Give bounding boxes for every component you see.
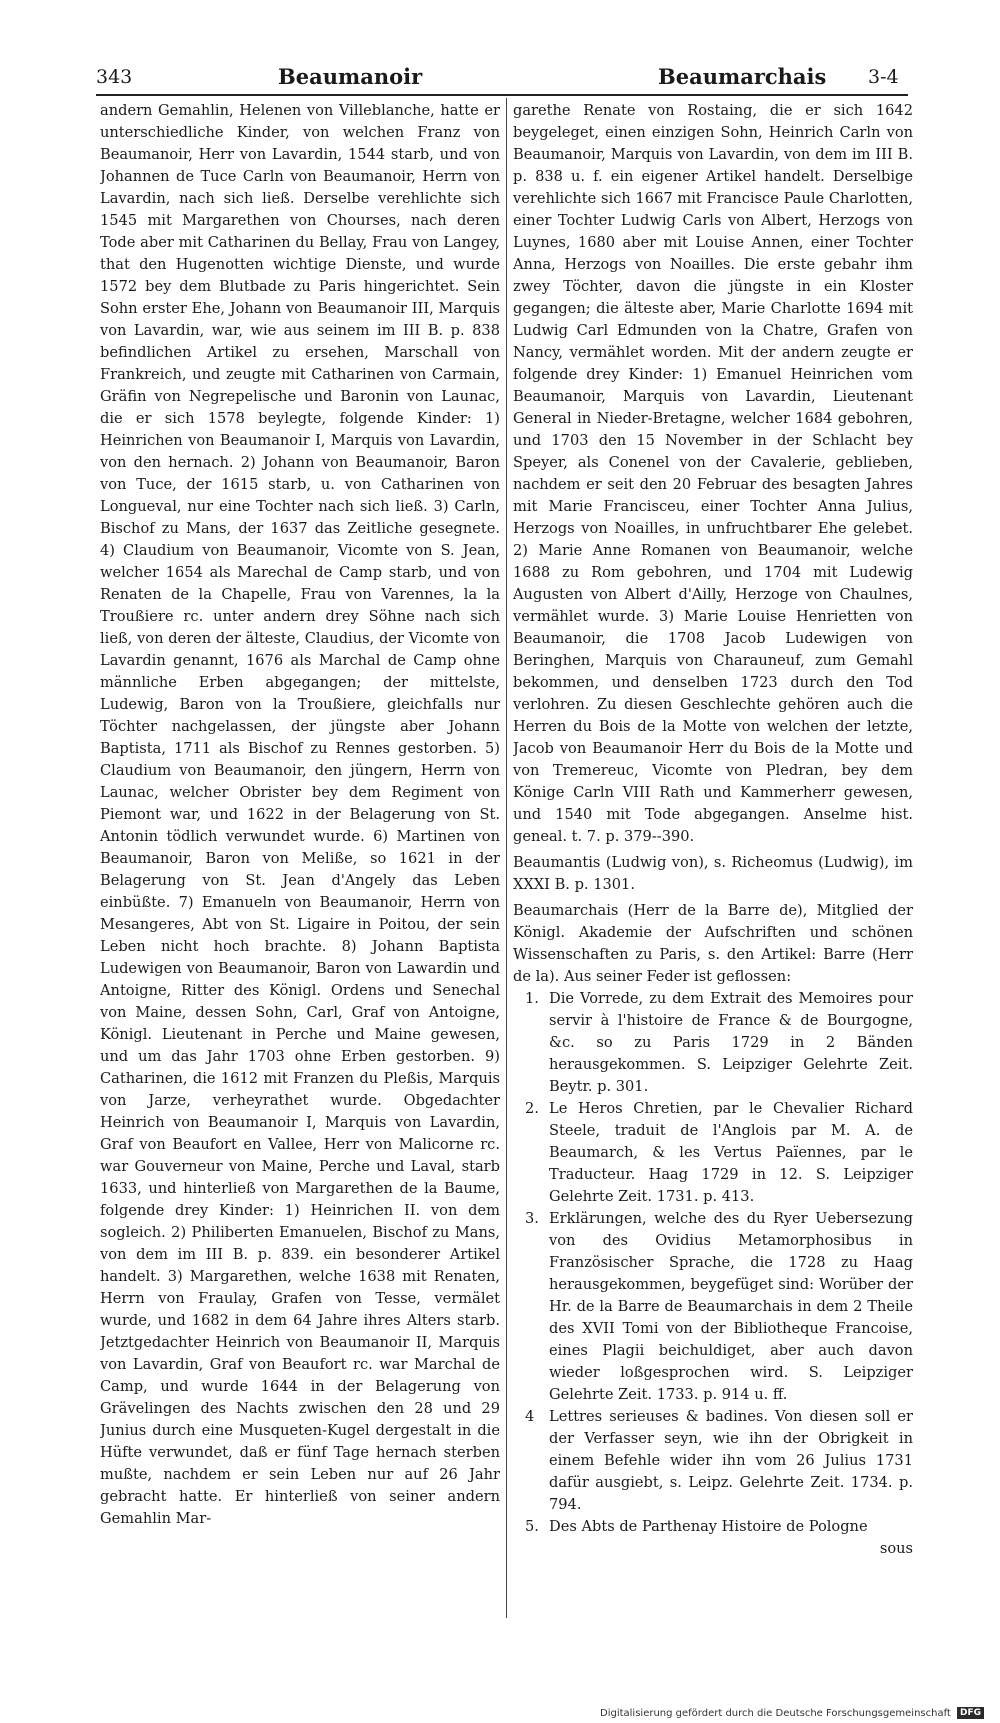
left-column-text: andern Gemahlin, Helenen von Villeblanche, hatte er unterschiedliche Kinder, von welchen Franz von Beaumanoir, Herr von Lavardin, 1544 starb, und von Johannen de Tuce Carln von Beaumanoir, Herrn von Lavardin, nach sich ließ. Derselbe verehlichte sich 1545 mit Margarethen von Chourses, nach deren Tode aber mit Catharinen du Bellay, Frau von Langey, that den Hugenotten wichtige Dienste, und wurde 1572 bey dem Blutbade zu Paris hingerichtet. Sein Sohn erster Ehe, Johann von Beaumanoir III, Marquis von Lavardin, war, wie aus seinem im III B. p. 838 befindlichen Artikel zu ersehen, Marschall von Frankreich, und zeugte mit Catharinen von Carmain, Gräfin von Negrepelische und Baronin von Launac, die er sich 1578 beylegte, folgende Kinder: 1) Heinrichen von Beaumanoir I, Marquis von Lavardin, von den hernach. 2) Johann von Beaumanoir, Baron von Tuce, der 1615 starb, u. von Catharinen von Longueval, nur eine Tochter nach sich ließ. 3) Carln, Bischof zu Mans, der 1637 das Zeitliche gesegnete. 4) Claudium von Beaumanoir, Vicomte von S. Jean, welcher 1654 als Marechal de Camp starb, und von Renaten de la Chapelle, Frau von Varennes, la la Troußiere rc. unter andern drey Söhne nach sich ließ, von deren der älteste, Claudius, der Vicomte von Lavardin genannt, 1676 als Marchal de Camp ohne männliche Erben abgegangen; der mittelste, Ludewig, Baron von la Troußiere, gleichfalls nur Töchter nachgelassen, der jüngste aber Johann Baptista, 1711 als Bischof zu Rennes gestorben. 5) Claudium von Beaumanoir, den jüngern, Herrn von Launac, welcher Obrister bey dem Regiment von Piemont war, und 1622 in der Belagerung von St. Antonin tödlich verwundet wurde. 6) Martinen von Beaumanoir, Baron von Meliße, so 1621 in der Belagerung von St. Jean d'Angely das Leben einbüßte. 7) Emanueln von Beaumanoir, Herrn von Mesangeres, Abt von St. Ligaire in Poitou, der sein Leben nicht hoch brachte. 8) Johann Baptista Ludewigen von Beaumanoir, Baron von Lawardin und Antoigne, Ritter des Königl. Ordens und Senechal von Maine, dessen Sohn, Carl, Graf von Antoigne, Königl. Lieutenant in Perche und Maine gewesen, und um das Jahr 1703 ohne Erben gestorben. 9) Catharinen, die 1612 mit Franzen du Pleßis, Marquis von Jarze, verheyrathet wurde. Obgedachter Heinrich von Beaumanoir I, Marquis von Lavardin, Graf von Beaufort en Vallee, Herr von Malicorne rc. war Gouverneur von Maine, Perche und Laval, starb 1633, und hinterließ von Margarethen de la Baume, folgende drey Kinder: 1) Heinrichen II. von dem sogleich. 2) Philiberten Emanuelen, Bischof zu Mans, von dem im III B. p. 839. ein besonderer Artikel handelt. 3) Margarethen, welche 1638 mit Renaten, Herrn von Fraulay, Grafen von Tesse, vermälet wurde, und 1682 in dem 64 Jahre ihres Alters starb. Jetztgedachter Heinrich von Beaumanoir II, Marquis von Lavardin, Graf von Beaufort rc. war Marchal de Camp, und wurde 1644 in der Belagerung von Grävelingen des Nachts zwischen den 28 und 29 Junius durch eine Musqueten-Kugel dergestalt in die Hüfte verwundet, daß er fünf Tage hernach sterben mußte, nachdem er sein Leben nur auf 26 Jahr gebracht hatte. Er hinterließ von seiner andern Gemahlin Mar- xyxy=(100,102,500,1527)
list-item xyxy=(513,988,913,1098)
list-item xyxy=(513,1208,913,1406)
column-divider xyxy=(506,98,507,1618)
dfg-logo: DFG xyxy=(957,1707,984,1719)
list-item-text: Lettres serieuses & badines. Von diesen soll er der Verfasser seyn, wie ihn der Obrigkeit in einem Befehle wider ihn vom 26 Julius 1731 dafür ausgiebt, s. Leipz. Gelehrte Zeit. 1734. p. 794. xyxy=(549,1408,913,1513)
continuation-paragraph: garethe Renate von Rostaing, die er sich 1642 beygeleget, einen einzigen Sohn, Heinrich Carln von Beaumanoir, Marquis von Lavardin, von dem im III B. p. 838 u. f. ein eigener Artikel handelt. Derselbige verehlichte sich 1667 mit Francisce Paule Charlotten, einer Tochter Ludwig Carls von Albert, Herzogs von Luynes, 1680 aber mit Louise Annen, einer Tochter Anna, Herzogs von Noailles. Die erste gebahr ihm zwey Töchter, davon die jüngste in ein Kloster gegangen; die älteste aber, Marie Charlotte 1694 mit Ludwig Carl Edmunden von la Chatre, Grafen von Nancy, vermählet worden. Mit der andern zeugte er folgende drey Kinder: 1) Emanuel Heinrichen vom Beaumanoir, Marquis von Lavardin, Lieutenant General in Nieder-Bretagne, welcher 1684 gebohren, und 1703 den 15 November in der Schlacht bey Speyer, als Conenel von der Cavalerie, geblieben, nachdem er seit den 20 Februar des besagten Jahres mit Marie Francisceu, einer Tochter Anna Julius, Herzogs von Noailles, in unfruchtbarer Ehe gelebet. 2) Marie Anne Romanen von Beaumanoir, welche 1688 zu Rom gebohren, und 1704 mit Ludewig Augusten von Albert d'Ailly, Herzoge von Chaulnes, vermählet wurde. 3) Marie Louise Henrietten von Beaumanoir, die 1708 Jacob Ludewigen von Beringhen, Marquis von Charauneuf, zum Gemahl bekommen, und denselben 1723 durch den Tod verlohren. Zu diesen Geschlechte gehören auch die Herren du Bois de la Motte von welchen der letzte, Jacob von Beaumanoir Herr du Bois de la Motte und von Tremereuc, Vicomte von Pledran, bey dem Könige Carln VIII Rath und Kammerherr gewesen, und 1540 mit Tode abgegangen. Anselme hist. geneal. t. 7. p. 379--390. xyxy=(513,102,913,845)
entry-beaumantis: Beaumantis (Ludwig von), s. Richeomus (Ludwig), im XXXI B. p. 1301. xyxy=(513,854,913,893)
left-page-number: 343 xyxy=(96,66,133,88)
digitization-credit xyxy=(600,1707,984,1719)
left-column xyxy=(100,100,500,1605)
entry-beaumarchais: Beaumarchais (Herr de la Barre de), Mitglied der Königl. Akademie der Aufschriften und schönen Wissenschaften zu Paris, s. den Artikel: Barre (Herr de la). Aus seiner Feder ist geflossen: xyxy=(513,902,913,985)
header-rule xyxy=(96,94,908,96)
list-item-text: Le Heros Chretien, par le Chevalier Richard Steele, traduit de l'Anglois par M. A. de Beaumarch, & les Vertus Païennes, par le Traducteur. Haag 1729 in 12. S. Leipziger Gelehrte Zeit. 1731. p. 413. xyxy=(549,1100,913,1205)
list-item-number: 5. xyxy=(525,1518,539,1535)
list-item-text: Die Vorrede, zu dem Extrait des Memoires pour servir à l'histoire de France & de Bourgogne, &c. so zu Paris 1729 in 2 Bänden herausgekommen. S. Leipziger Gelehrte Zeit. Beytr. p. 301. xyxy=(549,990,913,1095)
list-item xyxy=(513,1406,913,1516)
list-item-text: Des Abts de Parthenay Histoire de Pologne xyxy=(549,1518,868,1535)
list-item-number: 1. xyxy=(525,990,539,1007)
catchword: sous xyxy=(879,1540,913,1557)
credit-text: Digitalisierung gefördert durch die Deutsche Forschungsgemeinschaft xyxy=(600,1708,951,1719)
list-item xyxy=(513,1098,913,1208)
right-headword: Beaumarchais xyxy=(658,64,827,89)
running-head xyxy=(88,62,908,92)
right-column xyxy=(513,100,913,1605)
list-item-number: 2. xyxy=(525,1100,539,1117)
list-item-text: Erklärungen, welche des du Ryer Uebersezung von des Ovidius Metamorphosibus in Französischer Sprache, die 1728 zu Haag herausgekommen, beygefüget sind: Worüber der Hr. de la Barre de Beaumarchais in dem 2 Theile des XVII Tomi von der Bibliotheque Francoise, eines Plagii beichuldiget, aber auch davon wieder loßgesprochen wird. S. Leipziger Gelehrte Zeit. 1733. p. 914 u. ff. xyxy=(549,1210,913,1403)
works-list xyxy=(513,988,913,1538)
right-page-number: 3-4 xyxy=(868,66,899,88)
left-headword: Beaumanoir xyxy=(278,64,423,89)
list-item-number: 3. xyxy=(525,1210,539,1227)
list-item xyxy=(513,1516,913,1538)
list-item-number: 4 xyxy=(525,1408,535,1425)
